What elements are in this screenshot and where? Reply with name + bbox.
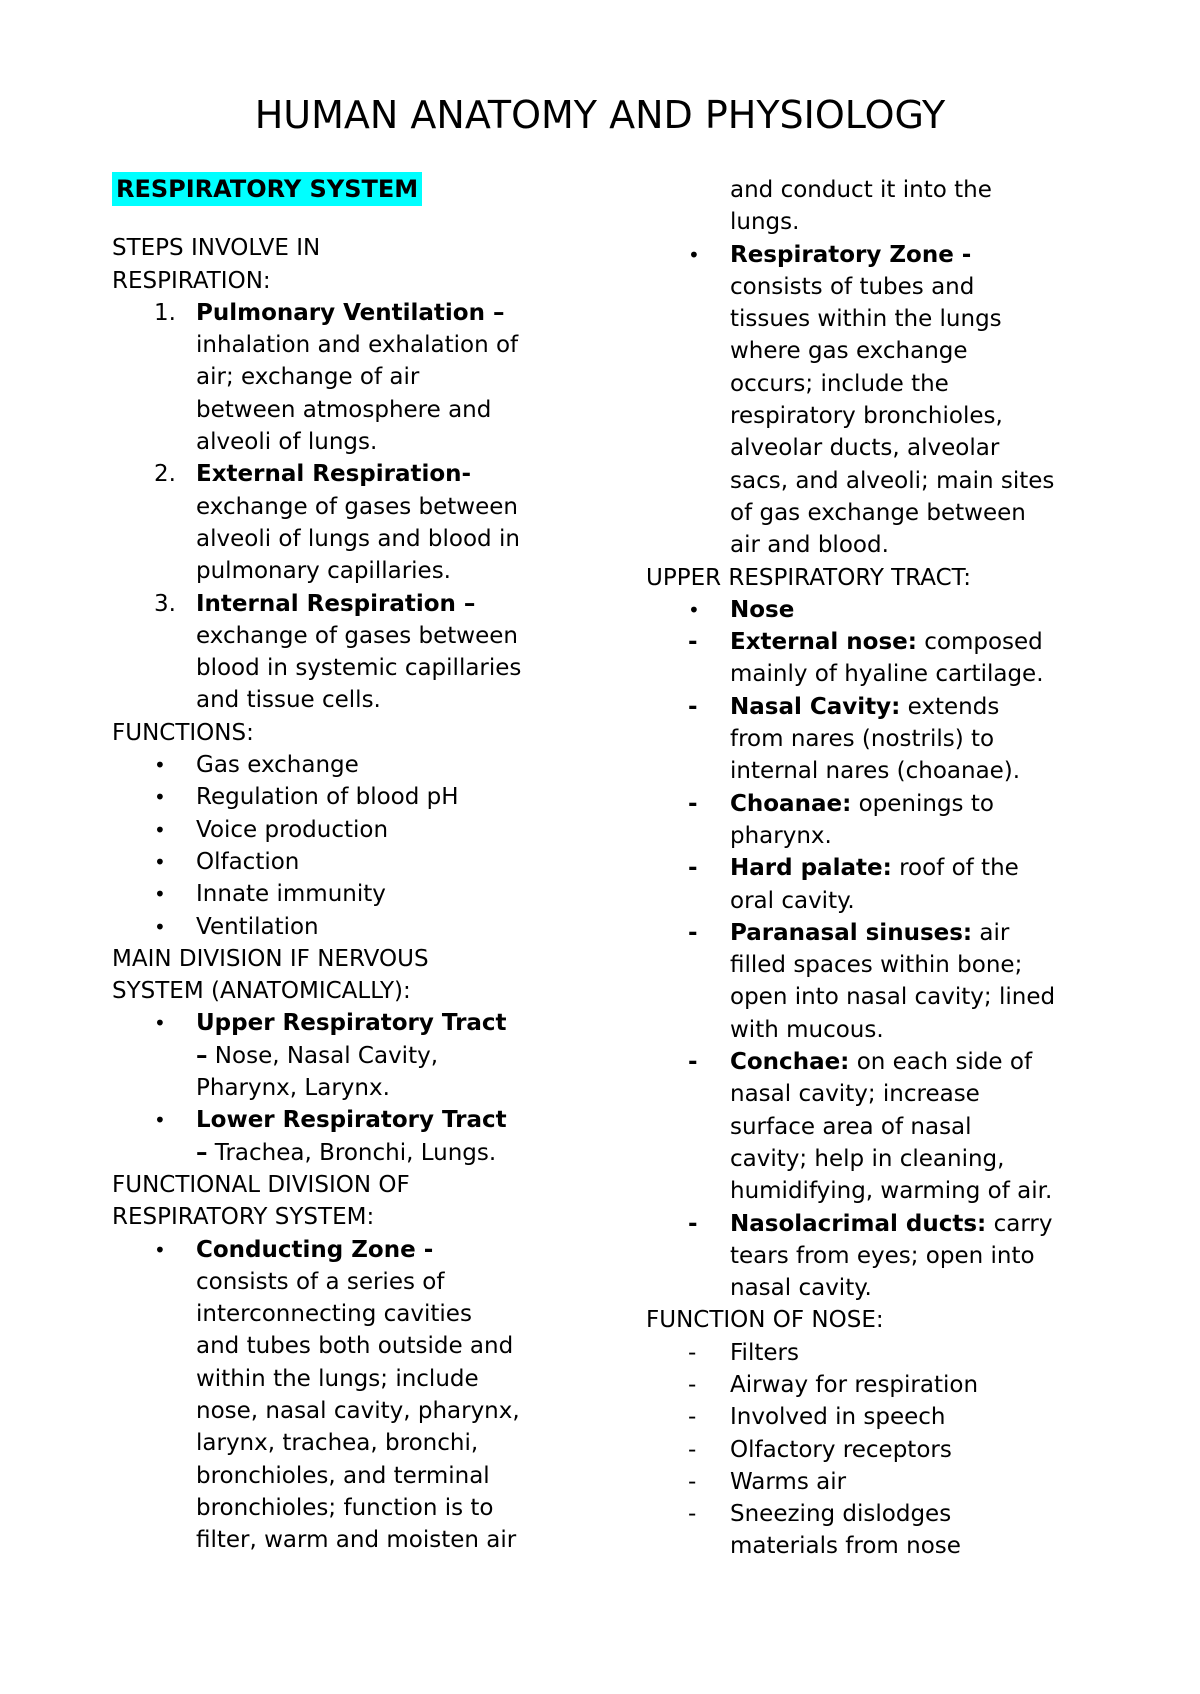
list-item: • Ventilation (154, 913, 319, 940)
list-item: - Involved in speech (688, 1404, 946, 1431)
right-column (646, 174, 1116, 1563)
nose-part-item: - Nasolacrimal ducts: carry tears from eyes; open into nasal cavity. (688, 1210, 1053, 1302)
list-item: • Voice production (154, 816, 389, 843)
upper-tract-heading: UPPER RESPIRATORY TRACT: (646, 564, 971, 591)
list-item: • Lower Respiratory Tract – Trachea, Bronchi, Lungs. (154, 1107, 507, 1166)
list-item: • Nose (688, 596, 795, 623)
section-label: RESPIRATORY SYSTEM (112, 172, 582, 206)
list-item: • Innate immunity (154, 881, 386, 908)
nose-part-item: - Choanae: openings to pharynx. (688, 790, 994, 849)
continued-text: and conduct it into the lungs. (730, 177, 992, 236)
list-item: - Sneezing dislodges materials from nose (688, 1501, 961, 1560)
functions-heading: FUNCTIONS: (112, 719, 254, 746)
list-item: • Upper Respiratory Tract – Nose, Nasal Cavity, Pharynx, Larynx. (154, 1010, 507, 1102)
nose-part-item: - Paranasal sinuses: air filled spaces within bone; open into nasal cavity; lined with mucous. (688, 919, 1056, 1043)
list-item: • Olfaction (154, 848, 300, 875)
list-item: - Filters (688, 1339, 799, 1366)
function-of-nose-heading: FUNCTION OF NOSE: (646, 1307, 884, 1334)
functional-division-heading: FUNCTIONAL DIVISION OF RESPIRATORY SYSTEM: (112, 1171, 410, 1231)
left-column (112, 172, 582, 1556)
list-item: • Respiratory Zone - consists of tubes and tissues within the lungs where gas exchange occurs; include the respiratory bronchioles, alveolar ducts, alveolar sacs, and alveoli; main sites of gas exchange between air and blood. (688, 241, 1055, 559)
list-item: • Gas exchange (154, 752, 359, 779)
list-item: - Warms air (688, 1468, 847, 1495)
nose-part-item: - External nose: composed mainly of hyaline cartilage. (688, 629, 1044, 688)
main-division-heading: MAIN DIVISION IF NERVOUS SYSTEM (ANATOMICALLY): (112, 945, 429, 1005)
step-item: 3. Internal Respiration – exchange of gases between blood in systemic capillaries and tissue cells. (154, 590, 522, 714)
nose-part-item: - Conchae: on each side of nasal cavity; increase surface area of nasal cavity; help in cleaning, humidifying, warming of air. (688, 1049, 1053, 1205)
list-item: - Airway for respiration (688, 1371, 979, 1398)
nose-part-item: - Nasal Cavity: extends from nares (nostrils) to internal nares (choanae). (688, 693, 1021, 785)
step-item: 2. External Respiration- exchange of gases between alveoli of lungs and blood in pulmonary capillaries. (154, 461, 520, 585)
list-item: - Olfactory receptors (688, 1436, 952, 1463)
list-item: • Conducting Zone - consists of a series of interconnecting cavities and tubes both outside and within the lungs; include nose, nasal cavity, pharynx, larynx, trachea, bronchi, bronchioles, and terminal bronchioles; function is to filter, warm and moisten air (154, 1236, 520, 1554)
page-title: HUMAN ANATOMY AND PHYSIOLOGY (254, 93, 946, 137)
step-item: 1. Pulmonary Ventilation – inhalation and exhalation of air; exchange of air between atmosphere and alveoli of lungs. (154, 299, 519, 456)
steps-heading: STEPS INVOLVE IN RESPIRATION: (112, 235, 321, 294)
nose-part-item: - Hard palate: roof of the oral cavity. (688, 855, 1019, 914)
list-item: • Regulation of blood pH (154, 784, 459, 811)
